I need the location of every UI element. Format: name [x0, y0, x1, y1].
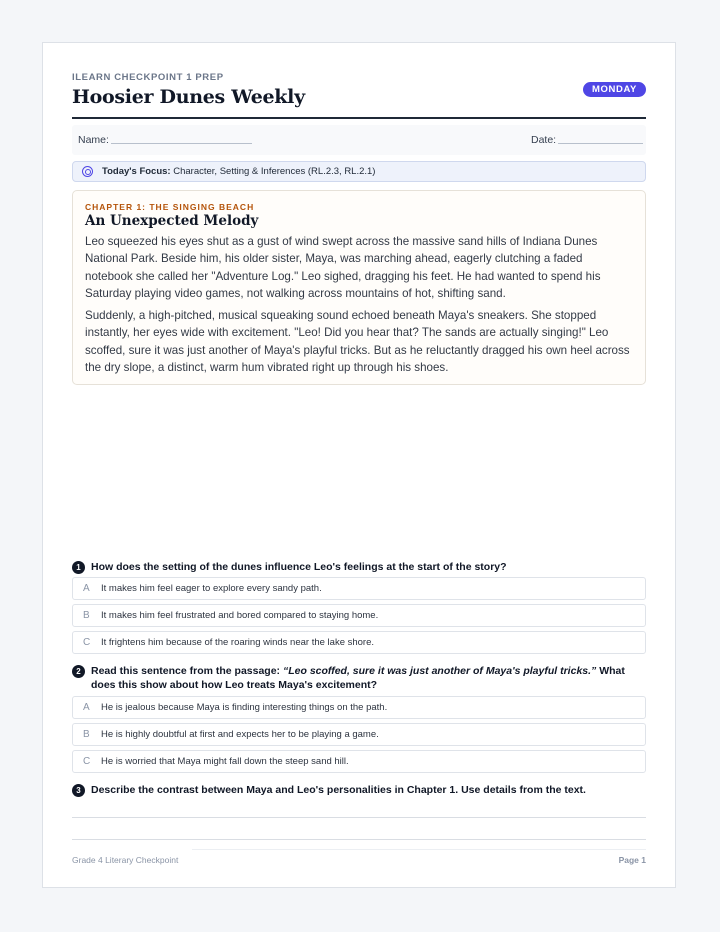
question-number: 3: [72, 784, 85, 797]
date-field[interactable]: [558, 143, 643, 144]
focus-banner: [72, 161, 646, 182]
option-text: He is highly doubtful at first and expects her to be playing a game.: [101, 729, 379, 740]
writing-line[interactable]: [192, 849, 646, 850]
option-text: He is jealous because Maya is finding interesting things on the path.: [101, 702, 388, 713]
answer-option[interactable]: [72, 723, 646, 746]
target-icon: [82, 166, 93, 177]
name-field[interactable]: [111, 143, 252, 144]
question-text: How does the setting of the dunes influence Leo's feelings at the start of the story?: [91, 561, 507, 573]
option-letter: C: [83, 756, 91, 767]
option-letter: B: [83, 610, 90, 621]
answer-option[interactable]: [72, 631, 646, 654]
page-title: Hoosier Dunes Weekly: [72, 86, 305, 108]
worksheet-page: [42, 42, 676, 888]
chapter-label: CHAPTER 1: THE SINGING BEACH: [85, 202, 255, 212]
question-number: 1: [72, 561, 85, 574]
option-letter: C: [83, 637, 91, 648]
header-kicker: ILEARN CHECKPOINT 1 PREP: [72, 72, 224, 83]
option-text: It makes him feel frustrated and bored compared to staying home.: [101, 610, 379, 621]
answer-option[interactable]: [72, 577, 646, 600]
quoted-sentence: “Leo scoffed, sure it was just another of Maya's playful tricks.”: [282, 665, 597, 677]
date-label: Date:: [531, 134, 557, 146]
option-text: He is worried that Maya might fall down the steep sand hill.: [101, 756, 349, 767]
day-badge: MONDAY: [583, 82, 646, 97]
passage-title: An Unexpected Melody: [85, 213, 259, 229]
footer-left: Grade 4 Literary Checkpoint: [72, 855, 179, 865]
answer-option[interactable]: [72, 604, 646, 627]
option-letter: A: [83, 702, 90, 713]
focus-text: Character, Setting & Inferences (RL.2.3, RL.2.1): [173, 166, 376, 177]
option-text: It makes him feel eager to explore every sandy path.: [101, 583, 322, 594]
passage-box: [72, 190, 646, 385]
writing-line[interactable]: [72, 817, 646, 818]
answer-option[interactable]: [72, 750, 646, 773]
focus-label: Today's Focus:: [102, 166, 171, 177]
passage-paragraph: Leo squeezed his eyes shut as a gust of wind swept across the massive sand hills of Indiana Dunes National Park. Beside him, his older sister, Maya, was marching ahead, eagerly clutching a faded notebook she called her "Adventure Log." Leo sighed, dragging his feet. He had wanted to spend his Saturday playing video games, not walking across mountains of hot, shifting sand.: [85, 235, 601, 300]
passage-paragraph: Suddenly, a high-pitched, musical squeaking sound echoed beneath Maya's sneakers. She stopped instantly, her eyes wide with excitement. "Leo! Did you hear that? The sands are actually singing!" Leo scoffed, sure it was just another of Maya's playful tricks. But as he reluctantly dragged his own heel across the dry slope, a distinct, warm hum vibrated right up through his shoes.: [85, 309, 630, 374]
question-text: Read this sentence from the passage: “Leo scoffed, sure it was just another of Maya's playful tricks.” What does this show about how Leo treats Maya's excitement?: [91, 665, 625, 691]
page-number: Page 1: [618, 855, 646, 865]
question-number: 2: [72, 665, 85, 678]
option-text: It frightens him because of the roaring winds near the lake shore.: [101, 637, 375, 648]
student-fields: [72, 125, 646, 155]
writing-line[interactable]: [72, 839, 646, 840]
option-letter: A: [83, 583, 90, 594]
answer-option[interactable]: [72, 696, 646, 719]
question-text: Describe the contrast between Maya and Leo's personalities in Chapter 1. Use details from the text.: [91, 784, 586, 796]
option-letter: B: [83, 729, 90, 740]
name-label: Name:: [78, 134, 109, 146]
header-rule: [72, 117, 646, 119]
